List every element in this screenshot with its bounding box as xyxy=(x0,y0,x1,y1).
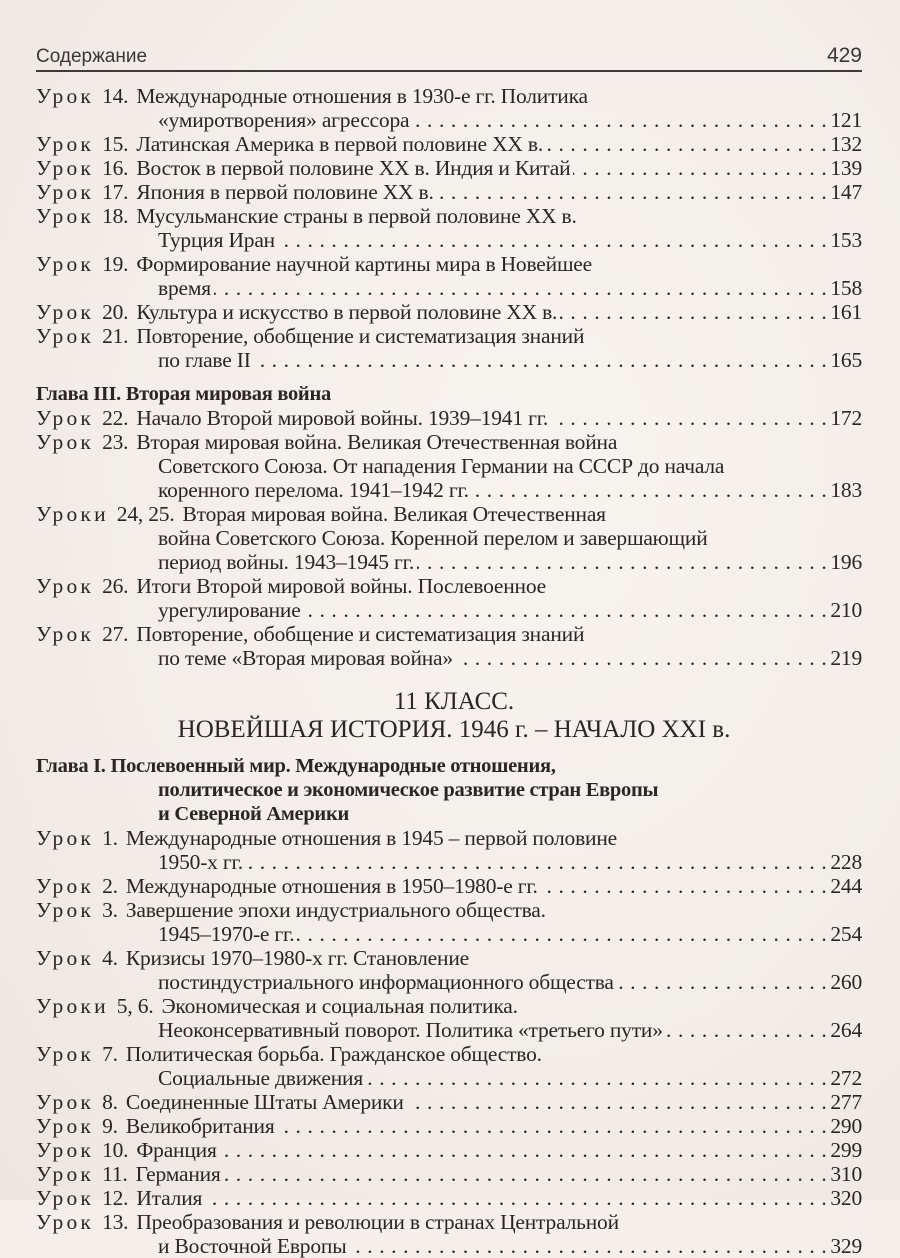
lesson-label: Урок xyxy=(36,132,95,156)
lesson-label: Урок xyxy=(36,1114,95,1138)
lesson-label: Урок xyxy=(36,180,95,204)
lesson-label: Урок xyxy=(36,84,95,108)
toc-entry-line xyxy=(36,874,862,898)
leader-dots xyxy=(560,300,827,324)
toc-entry[interactable] xyxy=(36,1114,862,1138)
lesson-page-number: 254 xyxy=(830,922,862,946)
toc-entry-line xyxy=(36,324,862,348)
lesson-number: 9. xyxy=(102,1114,118,1138)
lesson-label: Урок xyxy=(36,324,95,348)
leader-dots xyxy=(546,132,827,156)
lesson-page-number: 264 xyxy=(830,1018,862,1042)
lesson-page-number: 228 xyxy=(830,850,862,874)
lesson-title: Германия xyxy=(135,1162,221,1186)
lesson-page-number: 132 xyxy=(830,132,862,156)
lesson-number: 24, 25. xyxy=(116,502,175,526)
lesson-number: 16. xyxy=(102,156,129,180)
toc-entry[interactable] xyxy=(36,826,862,874)
toc-entry[interactable] xyxy=(36,204,862,252)
lesson-label: Уроки xyxy=(36,994,109,1018)
leader-dots xyxy=(297,922,827,946)
lesson-title: Международные отношения в 1930-е гг. Политика xyxy=(136,84,588,108)
toc-entry-line xyxy=(36,132,862,156)
lesson-label: Урок xyxy=(36,622,95,646)
leader-dots xyxy=(254,348,828,372)
chapter-heading-1-line: и Северной Америки xyxy=(158,803,349,825)
lesson-title: Восток в первой половине XX в. Индия и Китай xyxy=(136,156,571,180)
leader-dots xyxy=(412,108,827,132)
running-head xyxy=(36,40,862,72)
lesson-label: Урок xyxy=(36,406,95,430)
lesson-title: коренного перелома. 1941–1942 гг. xyxy=(158,478,469,502)
toc-entry[interactable] xyxy=(36,1162,862,1186)
toc-entry[interactable] xyxy=(36,324,862,372)
lesson-label: Урок xyxy=(36,430,95,454)
lesson-page-number: 172 xyxy=(830,406,862,430)
lesson-page-number: 196 xyxy=(830,550,862,574)
toc-entry[interactable] xyxy=(36,1210,862,1258)
lesson-number: 3. xyxy=(102,898,118,922)
toc-entry-line xyxy=(36,478,862,502)
lesson-title: Повторение, обобщение и систематизация знаний xyxy=(136,324,585,348)
lesson-number: 20. xyxy=(102,300,129,324)
lesson-title: «умиротворения» агрессора xyxy=(158,108,410,132)
toc-entry[interactable] xyxy=(36,1138,862,1162)
lesson-number: 13. xyxy=(102,1210,129,1234)
lesson-label: Урок xyxy=(36,1138,95,1162)
toc-entry-line xyxy=(36,300,862,324)
chapter-heading-1-line: Глава I. Послевоенный мир. Международные отношения, xyxy=(36,755,556,777)
lesson-number: 22. xyxy=(102,406,129,430)
lesson-title: период войны. 1943–1945 гг. xyxy=(158,550,415,574)
toc-entry-line xyxy=(36,1042,862,1066)
page-number: 429 xyxy=(826,44,862,67)
toc-entry-line xyxy=(36,84,862,108)
leader-dots xyxy=(573,156,827,180)
lesson-title: Мусульманские страны в первой половине XX в. xyxy=(136,204,577,228)
lesson-page-number: 277 xyxy=(830,1090,862,1114)
lesson-page-number: 161 xyxy=(830,300,862,324)
toc-entry-line xyxy=(36,826,862,850)
leader-dots xyxy=(224,1162,828,1186)
lesson-label: Урок xyxy=(36,1210,95,1234)
toc-entry-line xyxy=(36,430,862,454)
lesson-number: 26. xyxy=(102,574,129,598)
lesson-page-number: 299 xyxy=(830,1138,862,1162)
leader-dots xyxy=(246,850,827,874)
lesson-title: постиндустриального информационного общества xyxy=(158,970,614,994)
toc-entry-line xyxy=(36,550,862,574)
lesson-number: 27. xyxy=(102,622,129,646)
toc-entry[interactable] xyxy=(36,1186,862,1210)
lesson-title: Экономическая и социальная политика. xyxy=(161,994,518,1018)
toc-section-chapter-1 xyxy=(36,826,862,1258)
toc-entry-line xyxy=(36,850,862,874)
toc-entry-line xyxy=(36,454,862,478)
lesson-title: Формирование научной картины мира в Новейшее xyxy=(136,252,592,276)
lesson-title: Советского Союза. От нападения Германии на СССР до начала xyxy=(158,454,725,478)
leader-dots xyxy=(551,406,827,430)
lesson-page-number: 219 xyxy=(830,646,862,670)
leader-dots xyxy=(456,646,827,670)
chapter-heading-1-line: политическое и экономическое развитие стран Европы xyxy=(158,779,659,801)
lesson-label: Урок xyxy=(36,946,95,970)
lesson-page-number: 210 xyxy=(830,598,862,622)
leader-dots xyxy=(472,478,828,502)
lesson-title: Великобритания xyxy=(125,1114,275,1138)
lesson-page-number: 272 xyxy=(830,1066,862,1090)
lesson-number: 21. xyxy=(102,324,129,348)
lesson-page-number: 158 xyxy=(830,276,862,300)
leader-dots xyxy=(220,1138,828,1162)
toc-entry-line xyxy=(36,646,862,670)
toc-entry-line xyxy=(36,622,862,646)
toc-entry[interactable] xyxy=(36,574,862,622)
running-head-title: Содержание xyxy=(36,46,148,67)
toc-entry-line xyxy=(36,1210,862,1234)
lesson-page-number: 260 xyxy=(830,970,862,994)
leader-dots xyxy=(214,276,827,300)
toc-entry[interactable] xyxy=(36,946,862,994)
toc-entry[interactable] xyxy=(36,874,862,898)
toc-entry-line xyxy=(36,180,862,204)
lesson-page-number: 153 xyxy=(830,228,862,252)
lesson-title: Италия xyxy=(136,1186,203,1210)
lesson-title: Политическая борьба. Гражданское общество. xyxy=(125,1042,542,1066)
lesson-number: 23. xyxy=(102,430,129,454)
toc-entry[interactable] xyxy=(36,132,862,156)
lesson-number: 19. xyxy=(102,252,129,276)
lesson-page-number: 183 xyxy=(830,478,862,502)
toc-entry-line xyxy=(36,204,862,228)
toc-entry-line xyxy=(36,598,862,622)
lesson-number: 5, 6. xyxy=(116,994,154,1018)
chapter-heading-3: Глава III. Вторая мировая война xyxy=(36,383,331,405)
lesson-label: Урок xyxy=(36,574,95,598)
lesson-title: Вторая мировая война. Великая Отечественная война xyxy=(136,430,618,454)
lesson-label: Урок xyxy=(36,826,95,850)
toc-entry[interactable] xyxy=(36,406,862,430)
lesson-page-number: 244 xyxy=(830,874,862,898)
lesson-title: 1950-х гг. xyxy=(158,850,243,874)
lesson-number: 12. xyxy=(102,1186,129,1210)
toc-section-chapter-2-continued xyxy=(36,84,862,372)
toc-entry-line xyxy=(36,276,862,300)
lesson-title: Повторение, обобщение и систематизация знаний xyxy=(136,622,585,646)
lesson-number: 15. xyxy=(102,132,129,156)
lesson-title: война Советского Союза. Коренной перелом и завершающий xyxy=(158,526,708,550)
lesson-title: 1945–1970-е гг. xyxy=(158,922,295,946)
lesson-page-number: 310 xyxy=(830,1162,862,1186)
lesson-number: 18. xyxy=(102,204,129,228)
class-heading-line2: НОВЕЙШАЯ ИСТОРИЯ. 1946 г. – НАЧАЛО XXI в. xyxy=(177,716,731,743)
chapter-heading-1 xyxy=(36,754,862,826)
lesson-title: и Восточной Европы xyxy=(158,1234,347,1258)
lesson-label: Урок xyxy=(36,1186,95,1210)
toc-entry[interactable] xyxy=(36,252,862,300)
toc-entry[interactable] xyxy=(36,1042,862,1090)
toc-entry-line xyxy=(36,1162,862,1186)
leader-dots xyxy=(304,598,828,622)
toc-entry[interactable] xyxy=(36,180,862,204)
lesson-page-number: 147 xyxy=(830,180,862,204)
lesson-number: 7. xyxy=(102,1042,118,1066)
leader-dots xyxy=(617,970,828,994)
toc-entry[interactable] xyxy=(36,622,862,670)
lesson-title: Международные отношения в 1945 – первой половине xyxy=(125,826,617,850)
toc-entry-line xyxy=(36,1186,862,1210)
lesson-title: урегулирование xyxy=(158,598,301,622)
toc-entry-line xyxy=(36,228,862,252)
toc-entry-line xyxy=(36,946,862,970)
lesson-title: Преобразования и революции в странах Центральной xyxy=(136,1210,619,1234)
lesson-title: время xyxy=(158,276,211,300)
lesson-title: по главе II xyxy=(158,348,251,372)
lesson-page-number: 290 xyxy=(830,1114,862,1138)
lesson-title: Франция xyxy=(136,1138,217,1162)
toc-entry-line xyxy=(36,406,862,430)
toc-entry-line xyxy=(36,1018,862,1042)
lesson-page-number: 121 xyxy=(830,108,862,132)
lesson-title: Культура и искусство в первой половине XX в. xyxy=(136,300,558,324)
lesson-title: Вторая мировая война. Великая Отечественная xyxy=(182,502,606,526)
leader-dots xyxy=(407,1090,828,1114)
toc-entry-line xyxy=(36,348,862,372)
toc-entry[interactable] xyxy=(36,502,862,574)
toc-entry-line xyxy=(36,156,862,180)
lesson-label: Урок xyxy=(36,204,95,228)
toc-entry[interactable] xyxy=(36,898,862,946)
leader-dots xyxy=(437,180,828,204)
leader-dots xyxy=(205,1186,827,1210)
toc-entry[interactable] xyxy=(36,1090,862,1114)
toc-entry[interactable] xyxy=(36,84,862,132)
lesson-page-number: 329 xyxy=(830,1234,862,1258)
lesson-title: Неоконсервативный поворот. Политика «третьего пути» xyxy=(158,1018,663,1042)
lesson-title: Турция Иран xyxy=(158,228,275,252)
lesson-label: Урок xyxy=(36,252,95,276)
leader-dots xyxy=(349,1234,827,1258)
class-heading-line1: 11 КЛАСС. xyxy=(393,688,515,715)
lesson-title: Международные отношения в 1950–1980-е гг. xyxy=(125,874,538,898)
lesson-title: Социальные движения xyxy=(158,1066,364,1090)
lesson-label: Уроки xyxy=(36,502,109,526)
toc-entry-line xyxy=(36,574,862,598)
lesson-title: Кризисы 1970–1980-х гг. Становление xyxy=(125,946,469,970)
toc-entry-line xyxy=(36,898,862,922)
leader-dots xyxy=(278,228,827,252)
lesson-number: 10. xyxy=(102,1138,129,1162)
lesson-number: 11. xyxy=(102,1162,128,1186)
toc-entry-line xyxy=(36,252,862,276)
lesson-page-number: 165 xyxy=(830,348,862,372)
leader-dots xyxy=(666,1018,828,1042)
lesson-title: Итоги Второй мировой войны. Послевоенное xyxy=(136,574,546,598)
lesson-title: Латинская Америка в первой половине XX в. xyxy=(136,132,544,156)
lesson-label: Урок xyxy=(36,300,95,324)
toc-entry-line xyxy=(36,526,862,550)
lesson-label: Урок xyxy=(36,156,95,180)
lesson-title: по теме «Вторая мировая война» xyxy=(158,646,453,670)
lesson-title: Соединенные Штаты Америки xyxy=(125,1090,404,1114)
lesson-label: Урок xyxy=(36,898,95,922)
lesson-number: 1. xyxy=(102,826,118,850)
toc-entry-line xyxy=(36,994,862,1018)
lesson-number: 14. xyxy=(102,84,129,108)
lesson-number: 8. xyxy=(102,1090,118,1114)
toc-entry-line xyxy=(36,1066,862,1090)
lesson-title: Япония в первой половине XX в. xyxy=(136,180,434,204)
toc-entry[interactable] xyxy=(36,430,862,502)
leader-dots xyxy=(541,874,828,898)
toc-entry[interactable] xyxy=(36,300,862,324)
lesson-title: Начало Второй мировой войны. 1939–1941 гг. xyxy=(136,406,549,430)
toc-entry-line xyxy=(36,108,862,132)
toc-entry-line xyxy=(36,970,862,994)
toc-entry-line xyxy=(36,1114,862,1138)
toc-section-chapter-3 xyxy=(36,406,862,670)
lesson-page-number: 139 xyxy=(830,156,862,180)
lesson-title: Завершение эпохи индустриального общества. xyxy=(125,898,546,922)
lesson-label: Урок xyxy=(36,1162,95,1186)
lesson-number: 4. xyxy=(102,946,118,970)
toc-entry-line xyxy=(36,922,862,946)
lesson-label: Урок xyxy=(36,874,95,898)
lesson-label: Урок xyxy=(36,1042,95,1066)
toc-entry-line xyxy=(36,1234,862,1258)
leader-dots xyxy=(278,1114,828,1138)
toc-entry-line xyxy=(36,502,862,526)
lesson-number: 17. xyxy=(102,180,129,204)
leader-dots xyxy=(366,1066,827,1090)
table-of-contents xyxy=(36,84,862,1258)
lesson-label: Урок xyxy=(36,1090,95,1114)
leader-dots xyxy=(417,550,827,574)
lesson-number: 2. xyxy=(102,874,118,898)
lesson-page-number: 320 xyxy=(830,1186,862,1210)
toc-entry[interactable] xyxy=(36,156,862,180)
toc-entry-line xyxy=(36,1090,862,1114)
toc-entry[interactable] xyxy=(36,994,862,1042)
toc-entry-line xyxy=(36,1138,862,1162)
